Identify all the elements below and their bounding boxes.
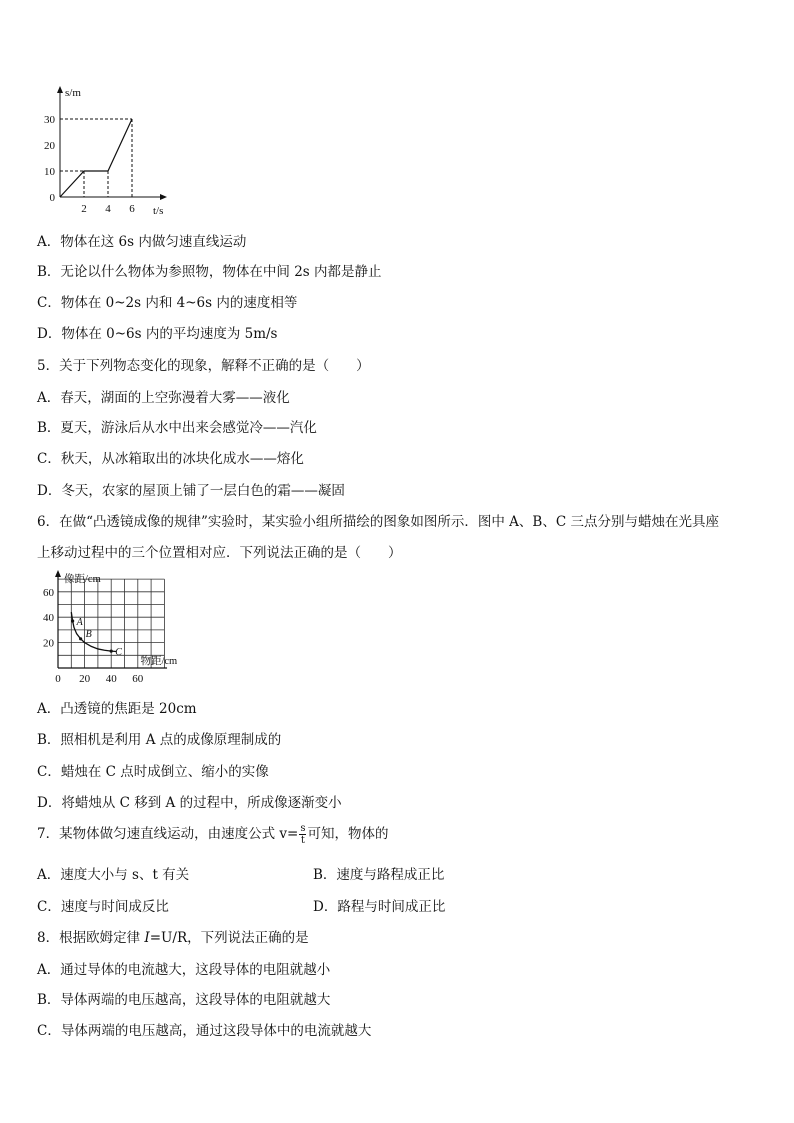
q7-option-c: C．速度与时间成反比 [37,899,169,915]
q6-option-b: B．照相机是利用 A 点的成像原理制成的 [37,732,282,748]
x-tick-label: 2 [81,203,87,215]
point-label-b: B [85,628,92,640]
q6-option-a: A．凸透镜的焦距是 20cm [37,701,197,717]
y-tick-label: 60 [43,586,54,599]
x-axis-label: 物距/cm [140,656,178,667]
q5-option-d: D．冬天，农家的屋顶上铺了一层白色的霜——凝固 [37,483,345,499]
q8-formula-i: I [144,930,150,946]
y-tick-label: 0 [49,192,55,204]
q4-option-c: C．物体在 0~2s 内和 4~6s 内的速度相等 [37,295,298,311]
q8-option-a: A．通过导体的电流越大，这段导体的电阻就越小 [37,962,331,978]
q5-stem: 5．关于下列物态变化的现象，解释不正确的是（ ） [37,358,370,374]
y-tick-label: 30 [44,114,55,126]
q7-stem [37,822,388,846]
fraction-denominator: t [300,835,305,846]
point-a [71,619,74,622]
fraction-numerator: s [300,823,306,834]
x-tick-label: 6 [129,203,135,215]
x-axis-arrow [160,194,167,200]
q6-option-c: C．蜡烛在 C 点时成倒立、缩小的实像 [37,764,269,780]
q8-formula-rest: =U/R，下列说法正确的是 [149,930,309,946]
q7-option-b: B．速度与路程成正比 [313,867,445,883]
st-series-line [60,119,132,197]
point-label-a: A [76,617,83,629]
q5-option-a: A．春天，湖面的上空弥漫着大雾——液化 [37,390,290,406]
q4-option-a: A．物体在这 6s 内做匀速直线运动 [37,234,247,250]
lens-graph [30,568,200,686]
q6-stem-line1: 6．在做“凸透镜成像的规律”实验时，某实验小组所描绘的图象如图所示．图中 A、B、C 三点分别与蜡烛在光具座 [37,514,719,530]
y-tick-label: 40 [43,612,54,625]
q8-stem-before: 8．根据欧姆定律 [37,930,145,946]
x-tick-label: 60 [132,673,144,685]
q4-option-d: D．物体在 0~6s 内的平均速度为 5m/s [37,326,278,342]
point-c [110,650,113,653]
speed-formula-fraction [299,823,306,846]
x-axis-label: t/s [153,205,164,217]
q7-stem-before: 7．某物体做匀速直线运动，由速度公式 v= [37,826,299,842]
q7-option-d: D．路程与时间成正比 [313,899,446,915]
y-axis-label: 像距/cm [64,574,101,585]
y-tick-label: 10 [44,166,55,178]
st-graph [40,80,180,220]
q8-option-b: B．导体两端的电压越高，这段导体的电阻就越大 [37,992,331,1008]
y-axis-arrow [57,86,63,93]
y-axis-label: s/m [65,87,81,99]
q5-option-c: C．秋天，从冰箱取出的冰块化成水——熔化 [37,451,304,467]
point-b [79,637,82,640]
x-tick-label: 0 [55,673,61,685]
q6-option-d: D．将蜡烛从 C 移到 A 的过程中，所成像逐渐变小 [37,795,342,811]
q8-stem [37,926,309,946]
y-tick-label: 20 [43,637,54,650]
q4-option-b: B．无论以什么物体为参照物，物体在中间 2s 内都是静止 [37,264,382,280]
y-axis-arrow [55,570,61,577]
x-tick-label: 40 [105,673,117,685]
q7-stem-after: 可知，物体的 [307,826,389,842]
q5-option-b: B．夏天，游泳后从水中出来会感觉冷——汽化 [37,420,317,436]
q8-option-c: C．导体两端的电压越高，通过这段导体中的电流就越大 [37,1023,372,1039]
q6-stem-line2: 上移动过程中的三个位置相对应．下列说法正确的是（ ） [37,545,402,561]
point-label-c: C [115,647,122,659]
x-tick-label: 4 [105,203,111,215]
x-tick-label: 20 [79,673,91,685]
q7-option-a: A．速度大小与 s、t 有关 [37,867,190,883]
y-tick-label: 20 [44,140,55,152]
